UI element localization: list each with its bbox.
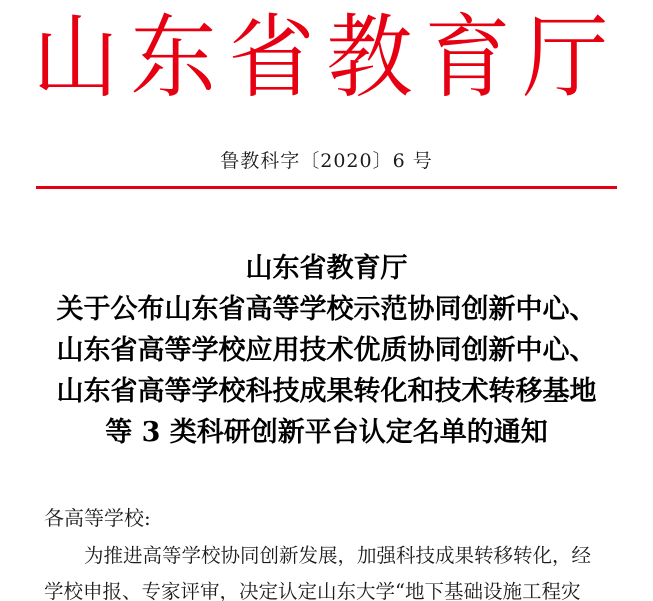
- body-paragraph: [44, 538, 634, 601]
- document-number: 鲁教科字〔2020〕6 号: [220, 150, 433, 172]
- body-line: 学校申报、专家评审，决定认定山东大学“地下基础设施工程灾: [44, 580, 581, 601]
- red-divider-line: [36, 186, 617, 189]
- salutation: 各高等学校:: [44, 506, 151, 530]
- title-line: 山东省高等学校应用技术优质协同创新中心、: [56, 335, 597, 366]
- title-line: 等 3 类科研创新平台认定名单的通知: [105, 417, 548, 448]
- masthead-title: 山东省教育厅: [32, 5, 621, 111]
- body-line: 为推进高等学校协同创新发展，加强科技成果转移转化，经: [84, 544, 592, 567]
- title-line: 关于公布山东省高等学校示范协同创新中心、: [56, 294, 597, 325]
- title-line-issuer: 山东省教育厅: [245, 253, 408, 284]
- notice-title: [0, 248, 653, 453]
- title-line: 山东省高等学校科技成果转化和技术转移基地: [56, 376, 597, 407]
